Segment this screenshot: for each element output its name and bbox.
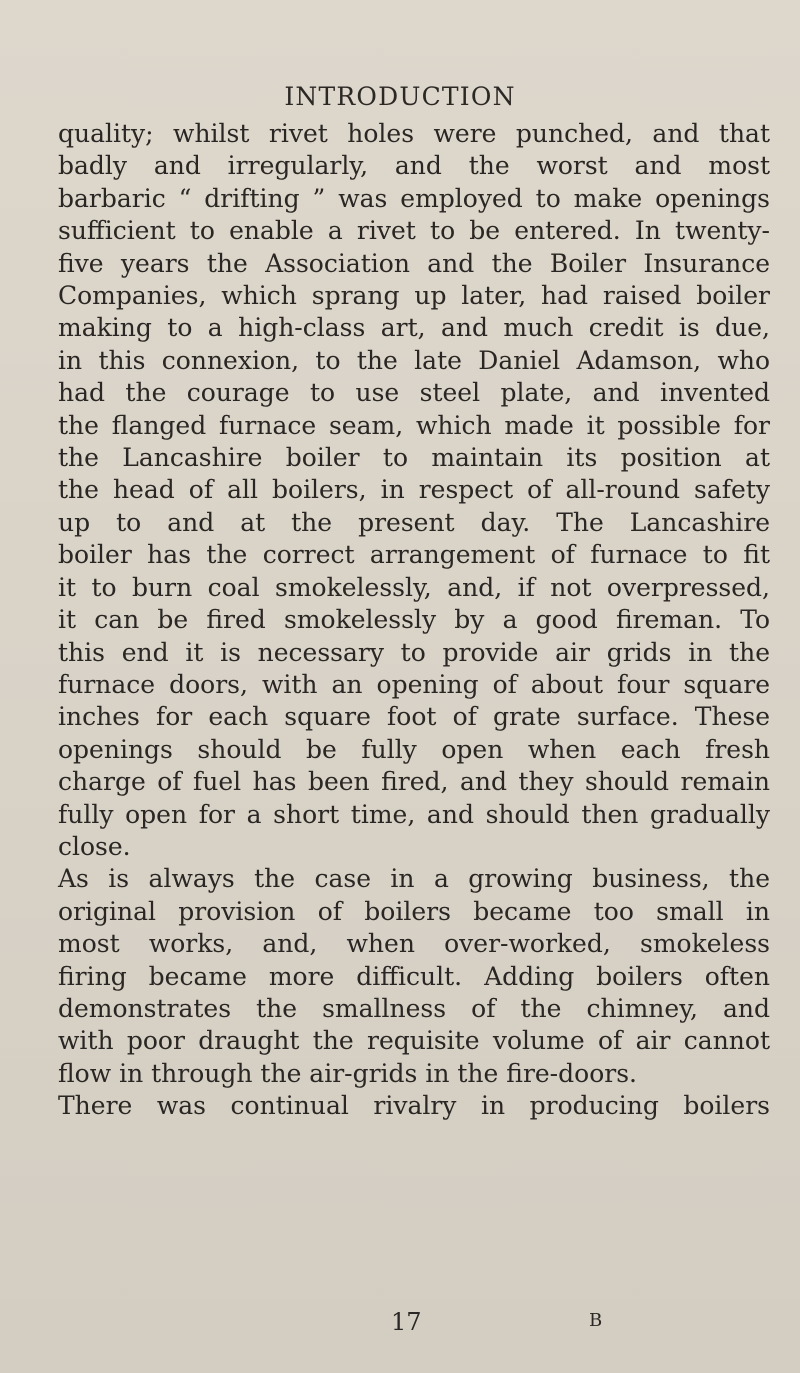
text-line: Companies, which sprang up later, had raised boiler bbox=[58, 281, 770, 311]
paragraph-end-line: close. bbox=[58, 831, 131, 861]
text-line: barbaric “ drifting ” was employed to make openings bbox=[58, 183, 770, 213]
text-line: it can be fired smokelessly by a good fireman. To bbox=[58, 605, 770, 635]
text-line: quality; whilst rivet holes were punched, and that bbox=[58, 119, 770, 148]
text-line: this end it is necessary to provide air grids in the bbox=[58, 637, 770, 667]
text-line: fully open for a short time, and should then gradually bbox=[58, 799, 770, 829]
text-line: firing became more difficult. Adding boilers often bbox=[58, 961, 770, 991]
page-number: 17 bbox=[391, 1308, 422, 1336]
text-line: inches for each square foot of grate surface. These bbox=[58, 702, 770, 732]
text-line: openings should be fully open when each fresh bbox=[58, 734, 770, 764]
text-line: original provision of boilers became too small in bbox=[58, 896, 770, 926]
text-line: There was continual rivalry in producing boilers bbox=[58, 1091, 770, 1121]
body-text bbox=[58, 118, 770, 1123]
text-line: making to a high-class art, and much credit is due, bbox=[58, 313, 770, 343]
text-line: with poor draught the requisite volume of air cannot bbox=[58, 1026, 770, 1056]
text-line: most works, and, when over-worked, smokeless bbox=[58, 929, 770, 959]
text-line: charge of fuel has been fired, and they should remain bbox=[58, 767, 770, 797]
text-line: five years the Association and the Boiler Insurance bbox=[58, 248, 770, 278]
text-line: badly and irregularly, and the worst and most bbox=[58, 151, 770, 181]
text-line: sufficient to enable a rivet to be entered. In twenty- bbox=[58, 216, 770, 246]
running-head: INTRODUCTION bbox=[284, 82, 516, 111]
text-line: up to and at the present day. The Lancashire bbox=[58, 507, 770, 537]
text-line: boiler has the correct arrangement of furnace to fit bbox=[58, 540, 770, 570]
text-line: furnace doors, with an opening of about four square bbox=[58, 669, 770, 699]
text-line: demonstrates the smallness of the chimney, and bbox=[58, 993, 770, 1023]
text-line: had the courage to use steel plate, and invented bbox=[58, 378, 770, 408]
signature-mark: B bbox=[589, 1310, 604, 1331]
text-line: the head of all boilers, in respect of all-round safety bbox=[58, 475, 770, 505]
text-line: flow in through the air-grids in the fire-doors. bbox=[58, 1058, 637, 1088]
paragraph-start-line: As is always the case in a growing business, the bbox=[58, 864, 770, 894]
text-line: the Lancashire boiler to maintain its position at bbox=[58, 443, 770, 473]
text-line: in this connexion, to the late Daniel Adamson, who bbox=[58, 345, 770, 375]
text-line: the flanged furnace seam, which made it possible for bbox=[58, 410, 770, 440]
text-line: it to burn coal smokelessly, and, if not overpressed, bbox=[58, 572, 770, 602]
